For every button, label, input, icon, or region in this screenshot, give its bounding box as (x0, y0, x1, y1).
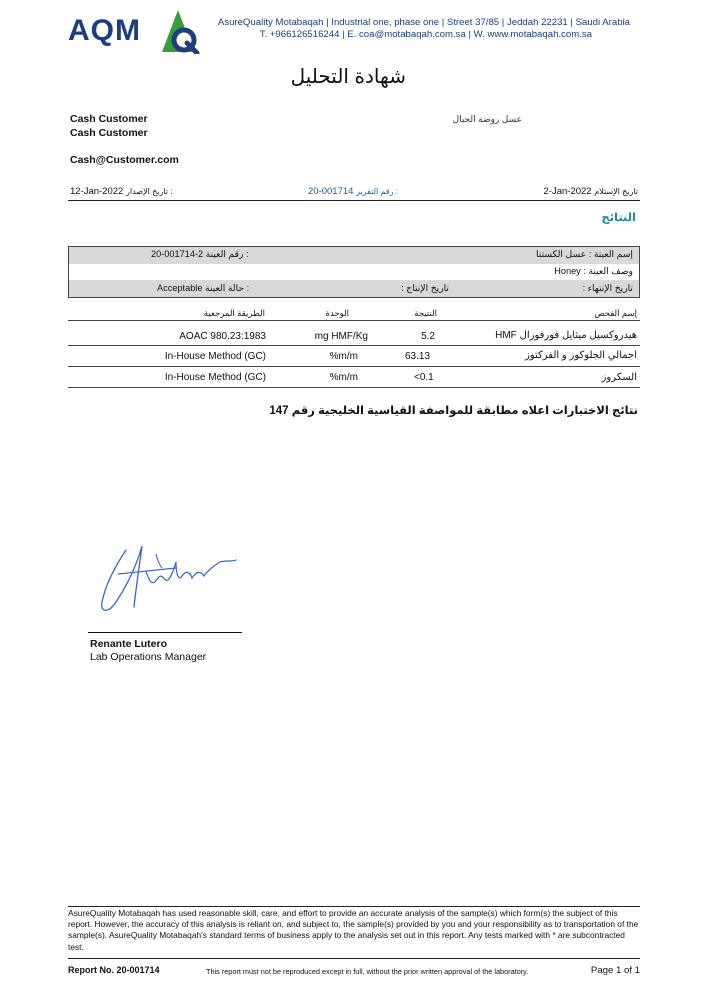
sample-info-table (68, 246, 640, 298)
company-address: AsureQuality Motabaqah | Industrial one, phase one | Street 37/85 | Jeddah 22231 | Saudi Arabia (217, 17, 630, 28)
issue-date (70, 186, 172, 197)
test-name: اجمالي الجلوكوز و الفركتوز (524, 350, 637, 361)
reproduction-notice: This report must not be reproduced except in full, without the prior written approval of the laboratory. (206, 967, 529, 976)
sample-name-label: إسم العينة : (586, 249, 633, 259)
sample-status (157, 283, 249, 294)
logo-wordmark: AQM (68, 14, 141, 47)
disclaimer-text: AsureQuality Motabaqah has used reasonable skill, care, and effort to provide an accurate analysis of the sample(s) which form(s) the subject of this report. However, the accuracy of this analysis is reliant on, and subject to, the sample(s) provided by you and your responsibility as to transportation of the sample(s). AsureQuality Motabaqah's standard terms of business apply to the analysis set out in this report. Any tests marked with * are subcontracted test. (68, 908, 639, 952)
header-method: الطريقة المرجعية (203, 308, 265, 318)
sample-desc-value: Honey (554, 266, 581, 276)
results-heading: النتائج (601, 212, 636, 224)
expiry-date-label: تاريخ الإنتهاء : (582, 283, 633, 293)
sample-number-value: 20-001714-2 (151, 249, 204, 259)
signatory-role: Lab Operations Manager (90, 651, 207, 663)
header-divider (68, 200, 640, 201)
test-result: <0.1 (414, 372, 434, 383)
test-name: هيدروكسيل ميثايل فورفورال HMF (495, 330, 637, 341)
test-method: In-House Method (GC) (164, 372, 266, 383)
sample-name (536, 249, 633, 260)
test-result: 5.2 (421, 331, 435, 342)
receipt-date-label: تاريخ الإستلام (594, 187, 638, 196)
sample-status-label: حالة العينة : (205, 283, 250, 293)
sample-row-name (69, 247, 639, 263)
customer-email: Cash@Customer.com (70, 154, 179, 166)
receipt-date-value: 2-Jan-2022 (543, 186, 592, 197)
signatory-name: Renante Lutero (90, 638, 168, 650)
signature-line (88, 632, 242, 633)
conclusion-statement: نتائج الاختبارات اعلاه مطابقة للمواصفة القياسية الخليجية رقم 147 (269, 405, 638, 417)
test-method: In-House Method (GC) (164, 351, 266, 362)
sample-row-description (69, 264, 639, 280)
test-unit: mg HMF/Kg (314, 331, 368, 342)
results-header-line (68, 320, 640, 321)
customer-name-1: Cash Customer (70, 113, 148, 125)
header-test-name: إسم الفحص (594, 308, 637, 318)
report-number-value: 20-001714 (308, 186, 354, 197)
company-contact: T. +966126516244 | E. coa@motabaqah.com.sa | W. www.motabaqah.com.sa (259, 29, 592, 40)
sample-description (554, 266, 633, 277)
test-method: AOAC 980.23:1983 (179, 331, 266, 342)
issue-date-value: 12-Jan-2022 (70, 186, 124, 197)
customer-name-2: Cash Customer (70, 127, 148, 139)
sample-name-value: عسل الكستنا (536, 249, 587, 259)
issue-date-label: تاريخ الإصدار : (126, 187, 173, 196)
receipt-date (526, 186, 638, 197)
test-unit: %m/m (329, 351, 358, 362)
sample-number-label: رقم العينة : (205, 249, 249, 259)
header-result: النتيجة (414, 308, 437, 318)
header-unit: الوحدة (325, 308, 349, 318)
test-name: السكروز (601, 372, 637, 383)
report-number-label: رقم التقرير : (356, 187, 398, 196)
sample-status-value: Acceptable (157, 283, 203, 293)
test-unit: %m/m (329, 372, 358, 383)
test-result: 63.13 (405, 351, 431, 362)
sample-number (151, 249, 249, 260)
document-title: شهادة التحليل (290, 66, 406, 88)
company-logo (68, 6, 204, 56)
footer-bottom-divider (68, 958, 640, 959)
row-divider (68, 366, 640, 367)
results-bottom-line (68, 387, 640, 388)
page-number: Page 1 of 1 (590, 965, 640, 976)
sample-desc-label: وصف العينة : (580, 266, 633, 276)
row-divider (68, 345, 640, 346)
production-date-label: تاريخ الإنتاج : (401, 283, 449, 293)
logo-q-icon (154, 6, 202, 54)
handwritten-signature (96, 532, 246, 622)
footer-top-divider (68, 906, 640, 907)
report-number (308, 186, 398, 197)
product-name-arabic: عسل روضة الجبال (452, 114, 522, 124)
sample-row-dates (69, 281, 639, 297)
footer-report-number: Report No. 20-001714 (68, 965, 160, 975)
